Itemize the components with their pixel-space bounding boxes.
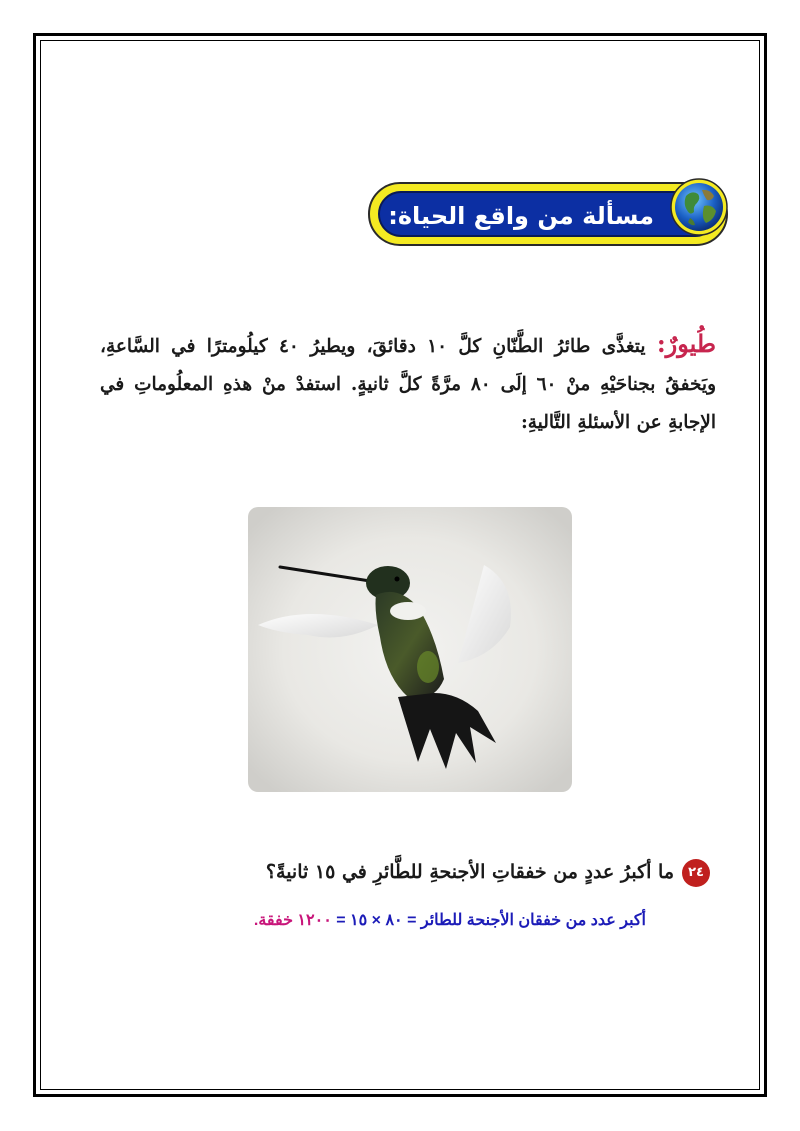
answer-line [254,910,646,932]
banner-title: مسألة من واقع الحياة: [388,202,654,230]
question-24 [266,852,710,892]
problem-paragraph [100,325,716,442]
answer-equation: أكبر عدد من خفقان الأجنحة للطائر = ٨٠ × ١٥ = [331,912,646,929]
hummingbird-image [248,507,572,792]
globe-icon [668,176,730,238]
answer-result: ١٢٠٠ خفقة. [253,912,332,929]
question-number-badge: ٢٤ [682,859,710,887]
question-text: ما أكبرُ عددٍ من خفقاتِ الأجنحةِ للطَّائرِ في ١٥ ثانيةً؟ [265,861,674,883]
problem-lead: طُيورٌ: [656,329,717,358]
section-banner [368,182,728,246]
banner-body [378,191,718,237]
problem-text: يتغذَّى طائرُ الطَّنّانِ كلَّ ١٠ دقائقَ، ويطيرُ ٤٠ كيلُومترًا في السَّاعةِ، ويَخفقُ بجناحَيْهِ منْ ٦٠ إلَى ٨٠ مرَّةً كلَّ ثانيةٍ. استفدْ منْ هذهِ المعلُوماتِ في الإجابةِ عن الأسئلةِ التَّاليةِ: [100,336,717,433]
